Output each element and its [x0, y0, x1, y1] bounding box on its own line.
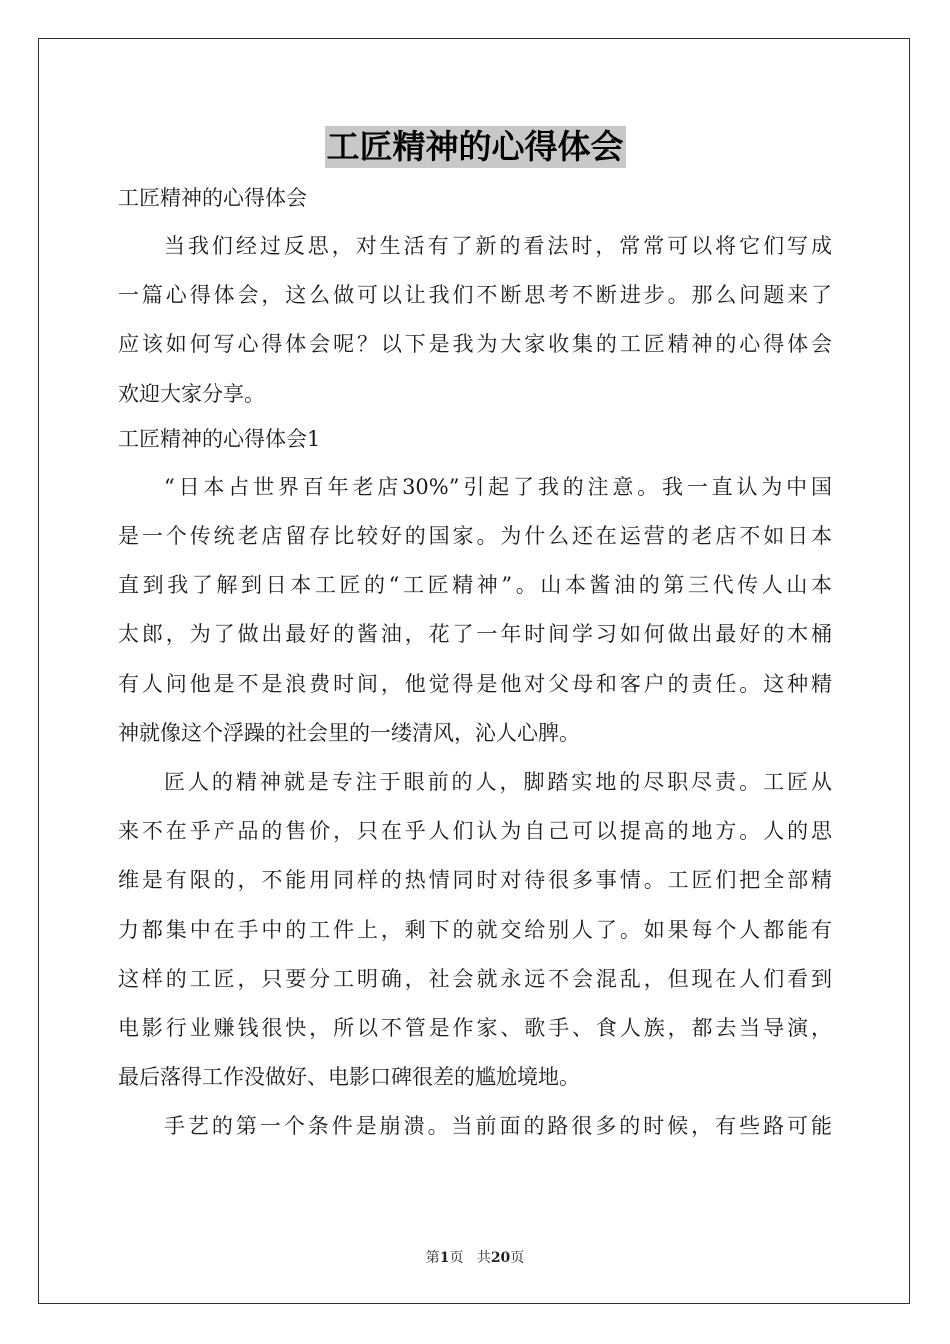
text-line: 手艺的第一个条件是崩溃。当前面的路很多的时候，有些路可能 — [164, 1114, 832, 1139]
subtitle: 工匠精神的心得体会 — [118, 186, 307, 210]
paragraph-1 — [118, 463, 832, 758]
text-line: 有人问他是不是浪费时间，他觉得是他对父母和客户的责任。这种精 — [118, 671, 832, 696]
paragraph-3 — [118, 1102, 832, 1151]
page-footer — [0, 1247, 950, 1267]
total-suffix: 页 — [510, 1250, 525, 1266]
text-line: 力都集中在手中的工件上，剩下的就交给别人了。如果每个人都能有 — [118, 917, 832, 942]
section-heading: 工匠精神的心得体会1 — [118, 426, 321, 451]
paragraph-2 — [118, 758, 832, 1102]
document-body — [118, 180, 832, 1152]
text-line: 匠人的精神就是专注于眼前的人，脚踏实地的尽职尽责。工匠从 — [164, 770, 832, 795]
text-line: 电影行业赚钱很快，所以不管是作家、歌手、食人族，都去当导演， — [118, 1016, 832, 1041]
total-pages: 20 — [490, 1250, 511, 1266]
page-suffix: 页 — [449, 1250, 464, 1266]
text-line: 是一个传统老店留存比较好的国家。为什么还在运营的老店不如日本 — [118, 524, 832, 549]
text-line: 欢迎大家分享。 — [118, 381, 265, 406]
text-line: 一篇心得体会，这么做可以让我们不断思考不断进步。那么问题来了 — [118, 283, 832, 308]
text-line: 来不在乎产品的售价，只在乎人们认为自己可以提高的地方。人的思 — [118, 819, 832, 844]
intro-paragraph — [118, 222, 832, 419]
text-line: 这样的工匠，只要分工明确，社会就永远不会混乱，但现在人们看到 — [118, 966, 832, 991]
text-line: 当我们经过反思，对生活有了新的看法时，常常可以将它们写成 — [164, 234, 832, 258]
total-prefix: 共 — [476, 1250, 491, 1266]
document-title: 工匠精神的心得体会 — [326, 127, 624, 166]
text-line: “日本占世界百年老店30%”引起了我的注意。我一直认为中国 — [164, 474, 832, 499]
title-container — [0, 126, 950, 168]
text-line: 维是有限的，不能用同样的热情同时对待很多事情。工匠们把全部精 — [118, 868, 832, 893]
page-prefix: 第 — [425, 1250, 440, 1266]
text-line: 直到我了解到日本工匠的“工匠精神”。山本酱油的第三代传人山本 — [118, 573, 832, 598]
text-line: 太郎，为了做出最好的酱油，花了一年时间学习如何做出最好的木桶 — [118, 622, 832, 647]
page-number: 1 — [439, 1250, 450, 1266]
text-line: 最后落得工作没做好、电影口碑很差的尴尬境地。 — [118, 1065, 580, 1090]
text-line: 应该如何写心得体会呢？以下是我为大家收集的工匠精神的心得体会 — [118, 332, 832, 357]
text-line: 神就像这个浮躁的社会里的一缕清风，沁人心脾。 — [118, 720, 580, 745]
